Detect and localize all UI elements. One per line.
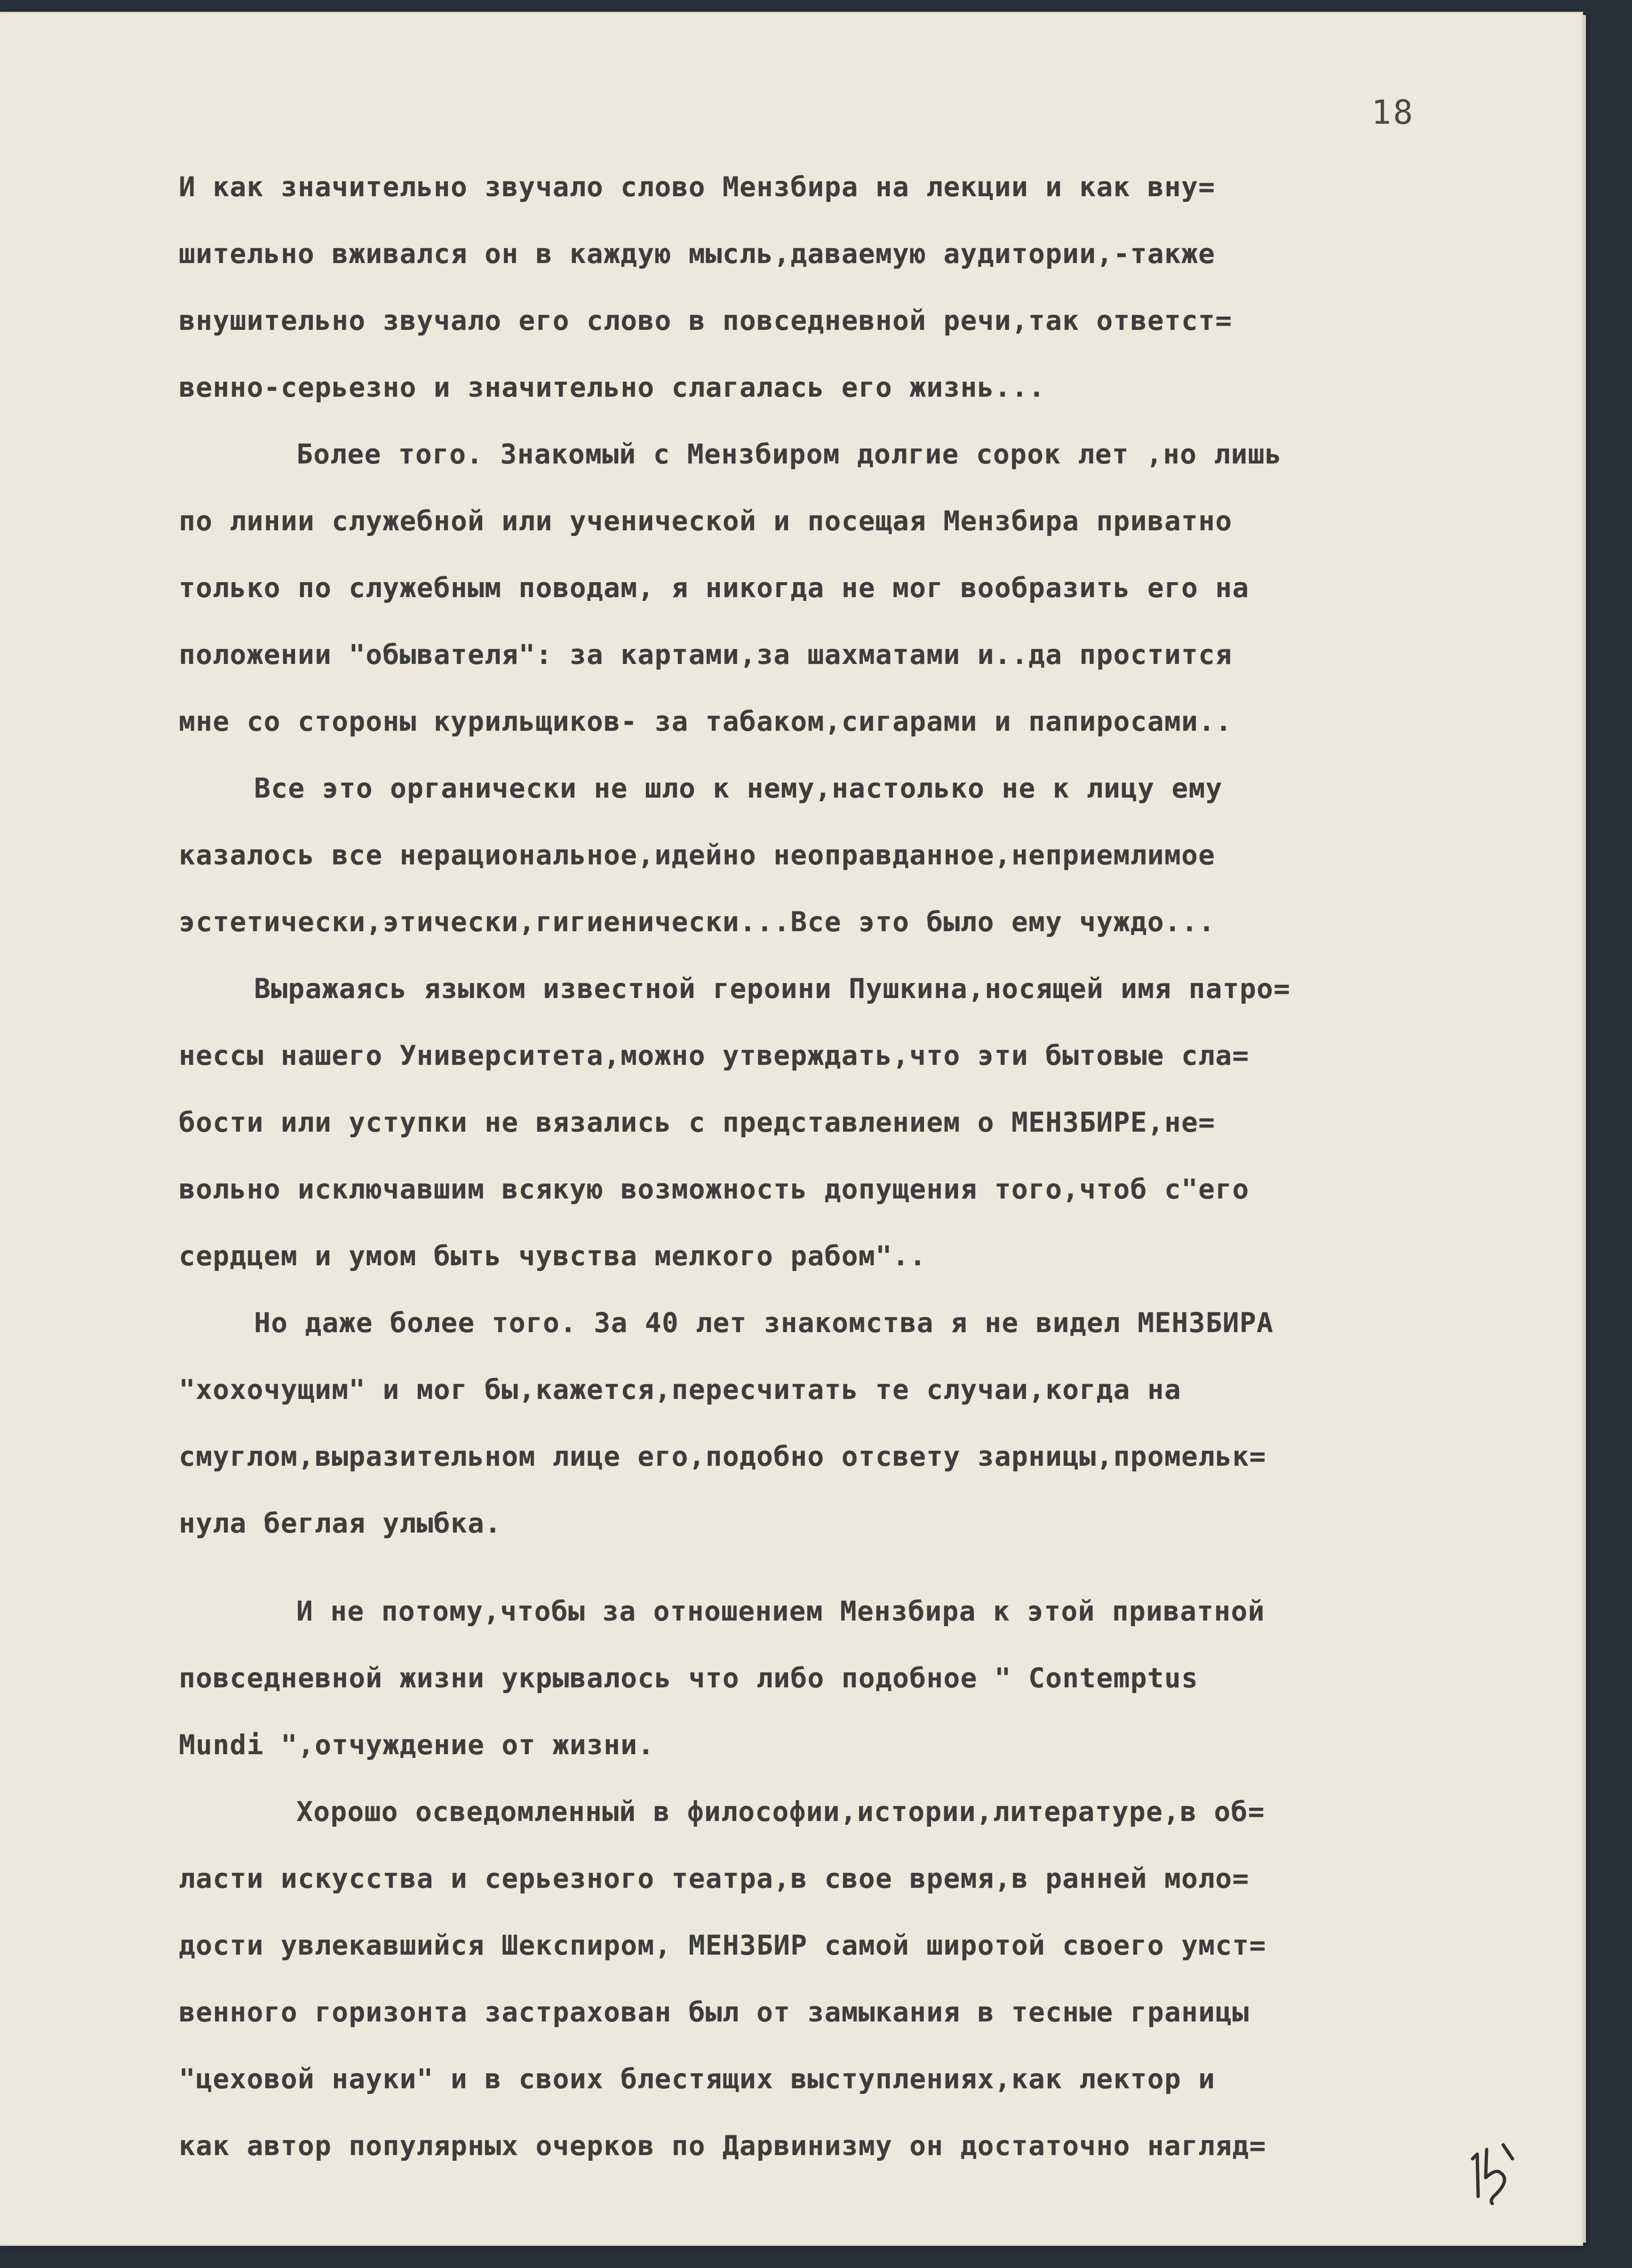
text-line: по линии служебной или ученической и посещая Мензбира приватно	[179, 505, 1233, 537]
text-line: казалось все нерациональное,идейно неоправданное,неприемлимое	[179, 839, 1216, 871]
text-line: эстетически,этически,гигиенически...Все это было ему чуждо...	[179, 906, 1216, 938]
text-line: Более того. Знакомый с Мензбиром долгие сорок лет ,но лишь	[296, 438, 1282, 470]
text-line: только по служебным поводам, я никогда не мог вообразить его на	[179, 572, 1250, 604]
text-line: ласти искусства и серьезного театра,в свое время,в ранней моло=	[179, 1862, 1250, 1894]
text-line: как автор популярных очерков по Дарвинизму он достаточно нагляд=	[179, 2130, 1266, 2162]
text-line: дости увлекавшийся Шекспиром, МЕНЗБИР самой широтой своего умст=	[179, 1929, 1266, 1961]
page-number: 18	[1371, 93, 1415, 132]
text-line: шительно вживался он в каждую мысль,даваемую аудитории,-также	[179, 238, 1216, 270]
text-line: бости или уступки не вязались с представлением о МЕНЗБИРЕ,не=	[179, 1106, 1216, 1138]
document-page	[0, 13, 1582, 2244]
typewritten-text	[179, 153, 1524, 2179]
text-line: Хорошо осведомленный в философии,истории,литературе,в об=	[296, 1796, 1265, 1828]
text-line: нессы нашего Университета,можно утверждать,что эти бытовые сла=	[179, 1039, 1250, 1071]
text-line: "хохочущим" и мог бы,кажется,пересчитать те случаи,когда на	[179, 1374, 1182, 1406]
handwritten-folio-mark	[1468, 2140, 1524, 2206]
text-line: "цеховой науки" и в своих блестящих выступлениях,как лектор и	[179, 2063, 1216, 2095]
text-line: И как значительно звучало слово Мензбира на лекции и как вну=	[179, 171, 1216, 203]
text-line: вольно исключавшим всякую возможность допущения того,чтоб с"его	[179, 1173, 1250, 1205]
text-line: сердцем и умом быть чувства мелкого рабом"..	[179, 1240, 927, 1272]
text-line: Но даже более того. За 40 лет знакомства я не видел МЕНЗБИРА	[254, 1307, 1274, 1339]
text-line: повседневной жизни укрывалось что либо подобное " Contemptus	[179, 1662, 1199, 1694]
text-line: венно-серьезно и значительно слагалась его жизнь...	[179, 371, 1046, 403]
text-line: венного горизонта застрахован был от замыкания в тесные границы	[179, 1996, 1250, 2028]
text-line: смуглом,выразительном лице его,подобно отсвету зарницы,промельк=	[179, 1440, 1266, 1472]
text-line: положении "обывателя": за картами,за шахматами и..да простится	[179, 639, 1233, 671]
text-line: И не потому,чтобы за отношением Мензбира к этой приватной	[296, 1595, 1265, 1627]
text-line: внушительно звучало его слово в повседневной речи,так ответст=	[179, 304, 1233, 336]
text-line: Mundi ",отчуждение от жизни.	[179, 1729, 655, 1761]
text-line: мне со стороны курильщиков- за табаком,сигарами и папиросами..	[179, 705, 1233, 737]
text-line: нула беглая улыбка.	[179, 1507, 502, 1539]
text-line: Выражаясь языком известной героини Пушкина,носящей имя патро=	[254, 973, 1291, 1005]
paragraph-gap	[179, 1557, 1524, 1578]
text-line: Все это органически не шло к нему,настолько не к лицу ему	[254, 772, 1223, 804]
